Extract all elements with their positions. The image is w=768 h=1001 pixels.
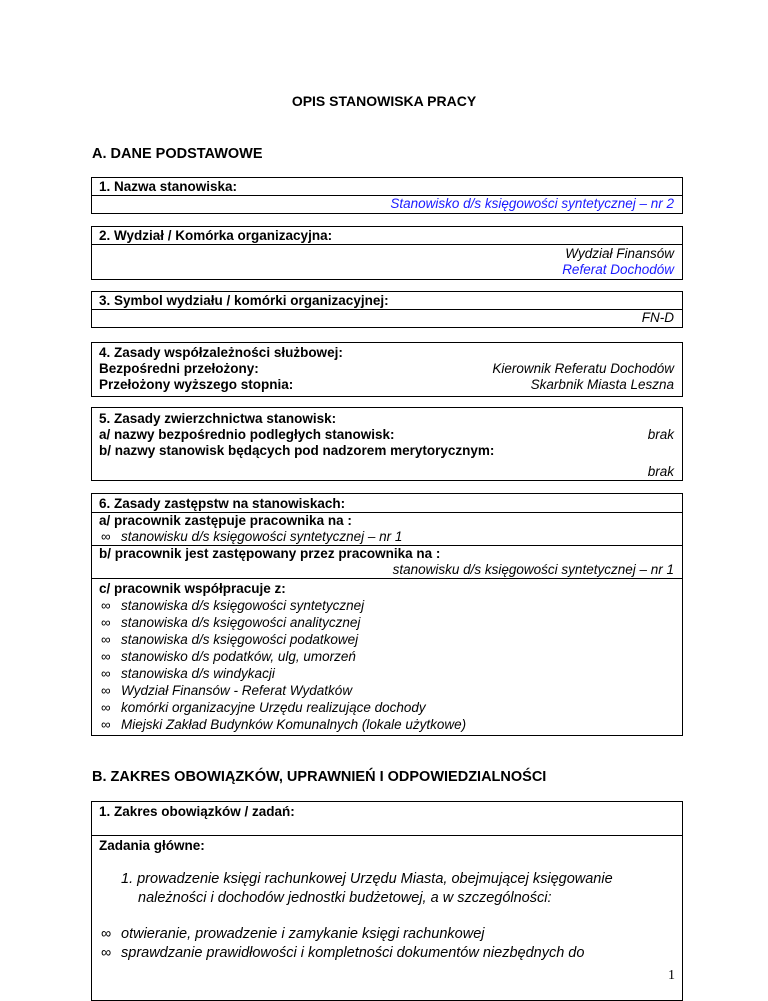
duties-box — [91, 801, 683, 1001]
department-box — [91, 226, 683, 280]
bullet-item — [101, 648, 682, 665]
department-label-row — [92, 227, 682, 245]
bullet-text: stanowiska d/s księgowości podatkowej — [121, 632, 359, 647]
direct-supervisor-label: Bezpośredni przełożony: — [99, 361, 259, 376]
position-name-label: 1. Nazwa stanowiska: — [99, 179, 238, 194]
department-value-2: Referat Dochodów — [562, 262, 674, 277]
task-1-subitems — [101, 925, 682, 963]
section-a-heading: A. DANE PODSTAWOWE — [92, 146, 263, 162]
substitution-label: 6. Zasady zastępstw na stanowiskach: — [99, 496, 346, 511]
direct-supervisor-value: Kierownik Referatu Dochodów — [492, 361, 674, 376]
bullet-icon: ∞ — [101, 717, 111, 732]
department-symbol-box — [91, 291, 683, 328]
supervised-label: b/ nazwy stanowisk będących pod nadzorem merytorycznym: — [99, 443, 495, 458]
bullet-item — [101, 699, 682, 716]
bullet-text: stanowiska d/s windykacji — [121, 666, 275, 681]
bullet-icon: ∞ — [101, 666, 111, 681]
page-number: 1 — [668, 968, 675, 983]
bullet-icon: ∞ — [101, 598, 111, 613]
task-1-line-2: należności i dochodów jednostki budżetowej, a w szczególności: — [138, 890, 552, 906]
cooperation-list — [101, 597, 682, 733]
bullet-icon: ∞ — [101, 615, 111, 630]
substitutes-item: ∞ stanowisku d/s księgowości syntetycznej – nr 1 — [101, 529, 403, 544]
substituted-label: b/ pracownik jest zastępowany przez pracownika na : — [99, 546, 441, 561]
bullet-text: stanowiska d/s księgowości analitycznej — [121, 615, 361, 630]
cooperation-row — [92, 579, 682, 735]
bullet-item — [101, 682, 682, 699]
duties-label-row — [92, 802, 682, 836]
bullet-text: otwieranie, prowadzenie i zamykanie księgi rachunkowej — [121, 926, 485, 942]
bullet-item — [101, 665, 682, 682]
bullet-text: sprawdzanie prawidłowości i kompletności dokumentów niezbędnych do — [121, 945, 585, 961]
duties-label: 1. Zakres obowiązków / zadań: — [99, 804, 295, 819]
position-name-value-row — [92, 196, 682, 213]
bullet-text: komórki organizacyjne Urzędu realizujące dochody — [121, 700, 426, 715]
subordinates-value: brak — [647, 427, 674, 442]
subordination-label: 5. Zasady zwierzchnictwa stanowisk: — [99, 411, 337, 426]
bullet-icon: ∞ — [101, 926, 112, 942]
main-tasks-label: Zadania główne: — [99, 838, 205, 853]
supervision-label: 4. Zasady współzależności służbowej: — [99, 345, 343, 360]
bullet-icon: ∞ — [101, 700, 111, 715]
supervised-value-line — [92, 464, 682, 480]
substitution-label-row — [92, 494, 682, 513]
position-name-label-row — [92, 178, 682, 196]
substitutes-label: a/ pracownik zastępuje pracownika na : — [99, 513, 352, 528]
bullet-text: Wydział Finansów - Referat Wydatków — [121, 683, 353, 698]
bullet-item — [101, 597, 682, 614]
bullet-icon: ∞ — [101, 649, 111, 664]
subordination-box — [91, 407, 683, 481]
bullet-item — [101, 925, 682, 944]
higher-supervisor-label: Przełożony wyższego stopnia: — [99, 377, 294, 392]
bullet-text: stanowisko d/s podatków, ulg, umorzeń — [121, 649, 356, 664]
substitution-box — [91, 493, 683, 736]
cooperation-label: c/ pracownik współpracuje z: — [99, 581, 286, 596]
bullet-icon: ∞ — [101, 945, 112, 961]
task-1 — [92, 870, 682, 908]
bullet-icon: ∞ — [101, 632, 111, 647]
department-value-row — [92, 245, 682, 279]
bullet-text: Miejski Zakład Budynków Komunalnych (lokale użytkowe) — [121, 717, 467, 732]
substituted-value: stanowisku d/s księgowości syntetycznej – nr 1 — [392, 562, 674, 577]
bullet-text: stanowiska d/s księgowości syntetycznej — [121, 598, 365, 613]
main-tasks — [92, 836, 682, 963]
supervision-box — [91, 342, 683, 397]
department-value-1: Wydział Finansów — [565, 246, 674, 261]
department-symbol-label-row — [92, 292, 682, 310]
substitutes-row — [92, 513, 682, 546]
bullet-item — [101, 614, 682, 631]
document-title: OPIS STANOWISKA PRACY — [291, 93, 477, 109]
task-1-line-1: 1. prowadzenie księgi rachunkowej Urzędu Miasta, obejmującej księgowanie — [121, 871, 613, 887]
substituted-row — [92, 546, 682, 579]
higher-supervisor-value: Skarbnik Miasta Leszna — [530, 377, 674, 392]
section-b-heading: B. ZAKRES OBOWIĄZKÓW, UPRAWNIEŃ I ODPOWIEDZIALNOŚCI — [92, 769, 547, 785]
direct-supervisor-line — [92, 361, 682, 377]
department-symbol-value: FN-D — [641, 310, 674, 325]
subordinates-line — [92, 427, 682, 443]
department-symbol-label: 3. Symbol wydziału / komórki organizacyjnej: — [99, 293, 389, 308]
department-symbol-value-row — [92, 310, 682, 327]
bullet-item — [101, 716, 682, 733]
bullet-icon: ∞ — [101, 683, 111, 698]
department-label: 2. Wydział / Komórka organizacyjna: — [99, 228, 333, 243]
bullet-item — [101, 944, 682, 963]
bullet-icon: ∞ — [101, 529, 111, 544]
supervised-line — [92, 443, 682, 459]
supervised-value: brak — [647, 464, 674, 479]
subordinates-label: a/ nazwy bezpośrednio podległych stanowisk: — [99, 427, 395, 442]
bullet-item — [101, 631, 682, 648]
position-name-box — [91, 177, 683, 214]
higher-supervisor-line — [92, 377, 682, 393]
position-name-value: Stanowisko d/s księgowości syntetycznej – nr 2 — [390, 196, 674, 211]
